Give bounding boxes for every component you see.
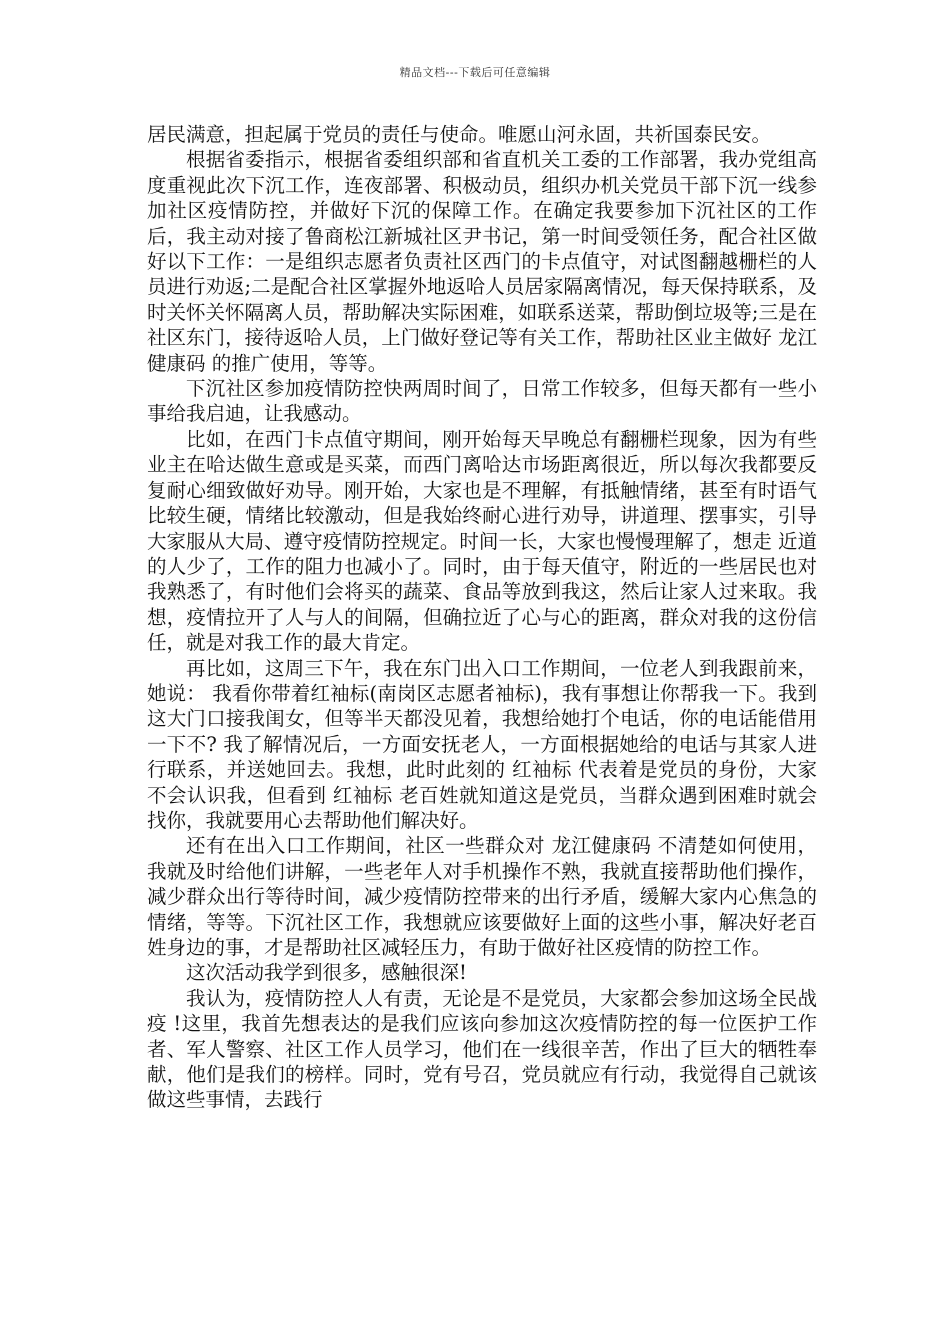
document-body <box>147 122 817 1113</box>
paragraph-4: 比如，在西门卡点值守期间，刚开始每天早晚总有翻栅栏现象，因为有些业主在哈达做生意或是买菜，而西门离哈达市场距离很近，所以每次我都要反复耐心细致做好劝导。刚开始，大家也是不理解，有抵触情绪，甚至有时语气比较生硬，情绪比较激动，但是我始终耐心进行劝导，讲道理、摆事实，引导大家服从大局、遵守疫情防控规定。时间一长，大家也慢慢理解了，想走 近道 的人少了，工作的阻力也减小了。同时，由于每天值守，附近的一些居民也对我熟悉了，有时他们会将买的蔬菜、食品等放到我这，然后让家人过来取。我想，疫情拉开了人与人的间隔，但确拉近了心与心的距离，群众对我的这份信任，就是对我工作的最大肯定。 <box>147 427 817 655</box>
paragraph-5: 再比如，这周三下午，我在东门出入口工作期间，一位老人到我跟前来，她说： 我看你带着红袖标(南岗区志愿者袖标)，我有事想让你帮我一下。我到这大门口接我闺女，但等半天都没见着，我想给她打个电话，你的电话能借用一下不? 我了解情况后，一方面安抚老人，一方面根据她给的电话与其家人进行联系，并送她回去。我想，此时此刻的 红袖标 代表着是党员的身份，大家不会认识我，但看到 红袖标 老百姓就知道这是党员，当群众遇到困难时就会找你，我就要用心去帮助他们解决好。 <box>147 656 817 832</box>
paragraph-7: 这次活动我学到很多，感触很深! <box>186 961 467 985</box>
paragraph-6: 还有在出入口工作期间，社区一些群众对 龙江健康码 不清楚如何使用，我就及时给他们讲解，一些老年人对手机操作不熟，我就直接帮助他们操作，减少群众出行等待时间，减少疫情防控带来的出行矛盾，缓解大家内心焦急的情绪，等等。下沉社区工作，我想就应该要做好上面的这些小事，解决好老百姓身边的事，才是帮助社区减轻压力，有助于做好社区疫情的防控工作。 <box>147 834 817 959</box>
paragraph-1: 居民满意，担起属于党员的责任与使命。唯愿山河永固，共祈国泰民安。 <box>147 123 772 146</box>
paragraph-8: 我认为，疫情防控人人有责，无论是不是党员，大家都会参加这场全民战 疫 !这里，我首先想表达的是我们应该向参加这次疫情防控的每一位医护工作者、军人警察、社区工作人员学习，他们在一线很辛苦，作出了巨大的牺牲奉献，他们是我们的榜样。同时，党有号召，党员就应有行动，我觉得自己就该做这些事情，去践行 <box>147 986 817 1112</box>
paragraph-2: 根据省委指示，根据省委组织部和省直机关工委的工作部署，我办党组高度重视此次下沉工作，连夜部署、积极动员，组织办机关党员干部下沉一线参加社区疫情防控，并做好下沉的保障工作。在确定我要参加下沉社区的工作后，我主动对接了鲁商松江新城社区尹书记，第一时间受领任务，配合社区做好以下工作：一是组织志愿者负责社区西门的卡点值守，对试图翻越栅栏的人员进行劝返;二是配合社区掌握外地返哈人员居家隔离情况，每天保持联系，及时关怀关怀隔离人员，帮助解决实际困难，如联系送菜，帮助倒垃圾等;三是在社区东门，接待返哈人员，上门做好登记等有关工作，帮助社区业主做好 龙江健康码 的推广使用，等等。 <box>147 148 817 375</box>
page-header: 精品文档---下载后可任意编辑 <box>399 66 551 79</box>
paragraph-3: 下沉社区参加疫情防控快两周时间了，日常工作较多，但每天都有一些小事给我启迪，让我感动。 <box>147 377 817 426</box>
